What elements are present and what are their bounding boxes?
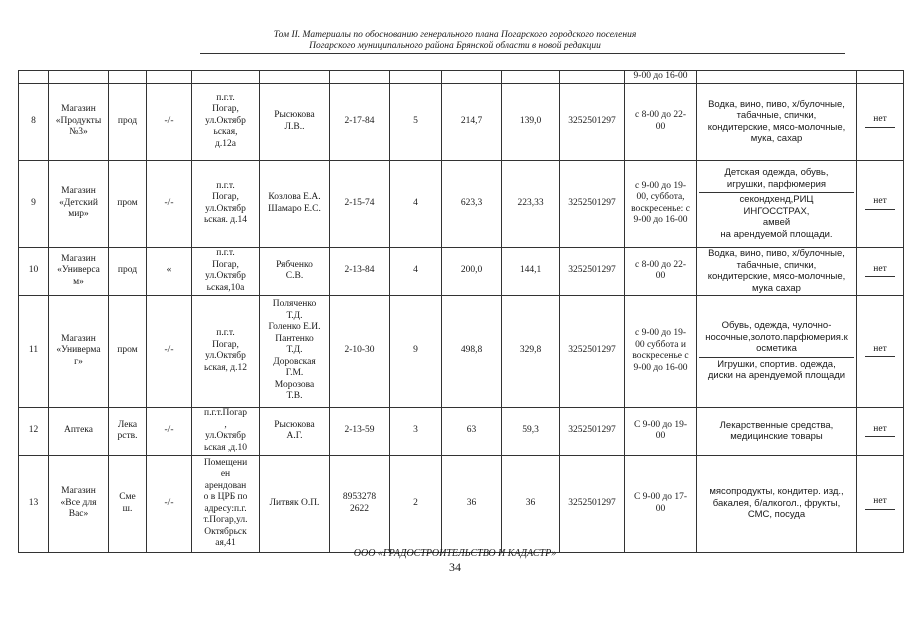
cell-line: Водка, вино, пиво, х/булочные, [708, 248, 845, 259]
store-phone [330, 455, 390, 552]
header-line-2: Погарского муниципального района Брянской области в новой редакции [309, 41, 601, 51]
footer-company: ООО «ГРАДОСТРОИТЕЛЬСТВО И КАДАСТР» [353, 548, 557, 559]
cell-line: т.Погар,ул. [203, 515, 248, 525]
note-underline [865, 209, 895, 210]
working-hours [625, 455, 697, 552]
cell-line: А.Г. [286, 431, 303, 441]
store-name [49, 295, 109, 407]
cell-line: Рысюкова [274, 110, 315, 120]
store-name [49, 83, 109, 160]
note-underline [865, 127, 895, 128]
cell-line: 00 суббота и [635, 339, 686, 350]
cell-line: п.г.т.Погар [204, 408, 247, 418]
note-text: нет [873, 496, 887, 507]
cell-line: Погар, [212, 339, 239, 350]
cell-line: Морозова [274, 379, 315, 390]
cell-line: 2-13-59 [344, 425, 375, 436]
ownership: -/- [147, 407, 192, 455]
cell-line: 00 [655, 503, 666, 514]
cell-line: Помещени [203, 457, 248, 468]
note-underline [865, 436, 895, 437]
store-name [49, 160, 109, 247]
cell-line: табачные, спички, [736, 259, 817, 271]
cell-line: ул.Октябр [205, 271, 246, 281]
cell-line: Т.Д. [286, 310, 303, 321]
cell-line: Погар, [212, 192, 239, 202]
cell-line: Доровская [273, 356, 316, 367]
working-hours [625, 407, 697, 455]
cell-line: мясопродукты, кондитер. изд., [709, 486, 844, 498]
cell-line: Пантенко [275, 333, 314, 344]
cell-line: 00, суббота, [636, 192, 685, 202]
cell-line: «Универса [57, 265, 100, 276]
cell-line: Октябрьск [204, 526, 247, 537]
store-address [192, 407, 260, 455]
cell-line: Вас» [68, 509, 89, 520]
note [857, 407, 904, 455]
ownership: « [147, 247, 192, 295]
store-type: Сме ш. [109, 455, 147, 552]
cell-line: 2622 [350, 503, 369, 514]
cell-line: Магазин [61, 333, 96, 344]
cell-line: диски на арендуемой площади [707, 370, 846, 382]
cell-line: секондхенд,РИЦ [739, 194, 814, 205]
store-address [192, 295, 260, 407]
ownership: -/- [147, 160, 192, 247]
cell-line: ьская ,д.10 [203, 442, 248, 453]
cell-line: мир» [68, 209, 89, 220]
inn-code: 3252501297 [560, 160, 625, 247]
table-row [19, 160, 904, 247]
table-row [19, 83, 904, 160]
note [857, 160, 904, 247]
stores-table [18, 70, 904, 553]
cell-line: «Все для [60, 497, 97, 508]
cell-line: амвей [762, 217, 791, 228]
cell-line: п.г.т. [216, 248, 235, 258]
row-number: 12 [19, 407, 49, 455]
cell-line: Обувь, одежда, чулочно- [721, 320, 832, 332]
staff-count: 9 [390, 295, 442, 407]
store-owner [260, 407, 330, 455]
store-phone [330, 247, 390, 295]
area-total: 498,8 [442, 295, 502, 407]
cell-line: бакалея, б/алкогол., фрукты, [712, 497, 841, 509]
row-number: 13 [19, 455, 49, 552]
cell-line: «Универма [56, 345, 101, 356]
area-trade: 329,8 [502, 295, 560, 407]
goods-list [697, 407, 857, 455]
cell-line: с 8-00 до 22- [634, 110, 686, 120]
area-trade: 139,0 [502, 83, 560, 160]
cell-line: Поляченко [272, 299, 317, 310]
cell-line: ул.Октябр [205, 203, 246, 214]
inn-code: 3252501297 [560, 247, 625, 295]
cell-line: д.12а [215, 138, 236, 149]
cell-line: Т.В. [286, 391, 303, 402]
store-name [49, 247, 109, 295]
header-line-1: Том II. Материалы по обоснованию генерального плана Погарского городского поселения [273, 30, 637, 40]
cell-line: 9-00 до 16-00 [633, 362, 688, 373]
row-number: 10 [19, 247, 49, 295]
cell-line: 00 [655, 271, 666, 281]
cell-line: ИНГОССТРАХ, [743, 205, 810, 217]
cell-line: с 9-00 до 19- [634, 180, 686, 191]
row-number: 8 [19, 83, 49, 160]
cell-line: носочные,золото.парфюмерия.к [705, 331, 848, 343]
store-owner [260, 295, 330, 407]
cell-line: Г.М. [285, 368, 304, 379]
inn-code: 3252501297 [560, 407, 625, 455]
header-rule [200, 53, 845, 54]
cell-line: воскресенье: с [631, 203, 690, 214]
store-owner [260, 247, 330, 295]
note-underline [865, 356, 895, 357]
inn-code: 3252501297 [560, 455, 625, 552]
cell-line: 2-13-84 [344, 265, 375, 276]
cell-line: С.В. [285, 271, 304, 281]
area-total: 200,0 [442, 247, 502, 295]
note-text: нет [873, 263, 887, 274]
cell-line: Шамаро Е.С. [268, 203, 321, 214]
cell-line: СМС, посуда [747, 509, 806, 521]
cell-line: 8953278 [342, 492, 377, 502]
area-total: 214,7 [442, 83, 502, 160]
store-address [192, 83, 260, 160]
ownership: -/- [147, 455, 192, 552]
cell-line: п.г.т. [216, 328, 235, 338]
note [857, 295, 904, 407]
cell-line: осметика [756, 343, 797, 355]
row-number: 9 [19, 160, 49, 247]
store-owner [260, 160, 330, 247]
goods-list [697, 455, 857, 552]
cell-line: воскресенье с [632, 351, 689, 361]
note-underline [865, 276, 895, 277]
cell-line: ьская, д.12 [203, 362, 248, 373]
staff-count: 2 [390, 455, 442, 552]
cell-line: Литвяк О.П. [269, 497, 320, 508]
cell-line: «Детский [59, 197, 98, 208]
cell-line: 2-15-74 [344, 197, 375, 208]
cell-line: ьская, [213, 127, 238, 138]
area-total: 36 [442, 455, 502, 552]
cell-line: кондитерские, мясо-молочные, [707, 121, 846, 133]
cell-line: ен [220, 469, 231, 479]
row-number: 11 [19, 295, 49, 407]
cell-line: кондитерские, мясо-молочные, [707, 271, 846, 282]
cell-line: Аптека [63, 425, 93, 436]
cell-line: С 9-00 до 17- [633, 492, 688, 502]
store-phone [330, 407, 390, 455]
cell-line: арендован [204, 480, 247, 491]
store-name [49, 407, 109, 455]
cell-line: о в ЦРБ по [203, 492, 248, 502]
store-type: прод [109, 247, 147, 295]
staff-count: 5 [390, 83, 442, 160]
store-address [192, 455, 260, 552]
note [857, 455, 904, 552]
cell-line: Магазин [61, 253, 96, 264]
cell-line: Л.В.. [284, 121, 305, 132]
cell-line: «Продукты [55, 115, 102, 126]
cell-line: Магазин [61, 104, 96, 115]
cell-line: С 9-00 до 19- [633, 419, 688, 430]
working-hours [625, 83, 697, 160]
store-owner [260, 455, 330, 552]
working-hours [625, 160, 697, 247]
cell-line: №3» [69, 127, 88, 138]
cell-line: Игрушки, спортив. одежда, [717, 358, 836, 370]
note-text: нет [873, 114, 887, 125]
note [857, 83, 904, 160]
staff-count: 4 [390, 160, 442, 247]
area-trade: 223,33 [502, 160, 560, 247]
goods-list [697, 295, 857, 407]
continuation-hours: 9-00 до 16-00 [625, 71, 697, 84]
cell-line: Козлова Е.А. [268, 192, 321, 202]
table-row-continuation [19, 71, 904, 84]
cell-line: ая,41 [215, 538, 236, 548]
cell-line: Магазин [61, 486, 96, 497]
cell-line: Водка, вино, пиво, х/булочные, [708, 98, 845, 110]
cell-line: ьская,10а [206, 282, 245, 293]
cell-line: Погар, [212, 259, 239, 270]
store-type: прод [109, 83, 147, 160]
cell-line: м» [73, 276, 84, 287]
cell-line: Магазин [61, 186, 96, 197]
cell-line: Детская одежда, обувь, [724, 167, 829, 178]
inn-code: 3252501297 [560, 295, 625, 407]
note-text: нет [873, 343, 887, 354]
cell-line: п.г.т. [216, 92, 235, 103]
cell-line: 9-00 до 16-00 [633, 215, 688, 225]
cell-line: г» [74, 356, 83, 367]
cell-line: 00 [655, 121, 666, 132]
store-phone [330, 83, 390, 160]
cell-line: медицинские товары [730, 431, 823, 442]
area-total: 623,3 [442, 160, 502, 247]
note [857, 247, 904, 295]
cell-line: табачные, спички, [736, 110, 817, 121]
cell-line: ьская. д.14 [203, 215, 248, 225]
cell-line: Голенко Е.И. [268, 322, 321, 333]
note-text: нет [873, 423, 887, 434]
cell-line: Т.Д. [286, 345, 303, 356]
goods-list [697, 83, 857, 160]
table-row [19, 295, 904, 407]
goods-divider [699, 357, 854, 358]
cell-line: Рябченко [276, 259, 313, 270]
working-hours [625, 247, 697, 295]
note-underline [865, 509, 895, 510]
note-text: нет [873, 196, 887, 207]
store-phone [330, 295, 390, 407]
ownership: -/- [147, 295, 192, 407]
cell-line: мука сахар [752, 282, 801, 294]
document-header [200, 30, 710, 52]
ownership: -/- [147, 83, 192, 160]
cell-line: ул.Октябр [205, 431, 246, 441]
cell-line: , [224, 419, 227, 430]
cell-line: Погар, [212, 104, 239, 115]
goods-list [697, 247, 857, 295]
staff-count: 4 [390, 247, 442, 295]
cell-line: 2-17-84 [344, 115, 375, 126]
cell-line: ул.Октябр [205, 115, 246, 126]
store-address [192, 247, 260, 295]
cell-line: мука, сахар [750, 133, 803, 144]
store-owner [260, 83, 330, 160]
inn-code: 3252501297 [560, 83, 625, 160]
store-type: пром [109, 295, 147, 407]
cell-line: 00 [655, 431, 666, 441]
cell-line: на арендуемой площади. [720, 228, 833, 240]
cell-line: с 8-00 до 22- [634, 259, 686, 270]
table-row [19, 407, 904, 455]
cell-line: с 9-00 до 19- [634, 328, 686, 338]
area-trade: 144,1 [502, 247, 560, 295]
goods-list [697, 160, 857, 247]
table-row [19, 455, 904, 552]
store-address [192, 160, 260, 247]
area-total: 63 [442, 407, 502, 455]
cell-line: ул.Октябр [205, 351, 246, 361]
staff-count: 3 [390, 407, 442, 455]
working-hours [625, 295, 697, 407]
table-row [19, 247, 904, 295]
page-number: 34 [449, 560, 461, 574]
cell-line: 2-10-30 [344, 345, 375, 356]
cell-line: Лекарственные средства, [719, 419, 834, 431]
area-trade: 36 [502, 455, 560, 552]
area-trade: 59,3 [502, 407, 560, 455]
cell-line: адресу:п.г. [204, 503, 247, 514]
store-name [49, 455, 109, 552]
cell-line: Рысюкова [274, 419, 315, 430]
goods-divider [699, 192, 854, 193]
store-phone [330, 160, 390, 247]
cell-line: игрушки, парфюмерия [726, 178, 827, 190]
store-type: Лека рств. [109, 407, 147, 455]
cell-line: п.г.т. [216, 180, 235, 191]
store-type: пром [109, 160, 147, 247]
